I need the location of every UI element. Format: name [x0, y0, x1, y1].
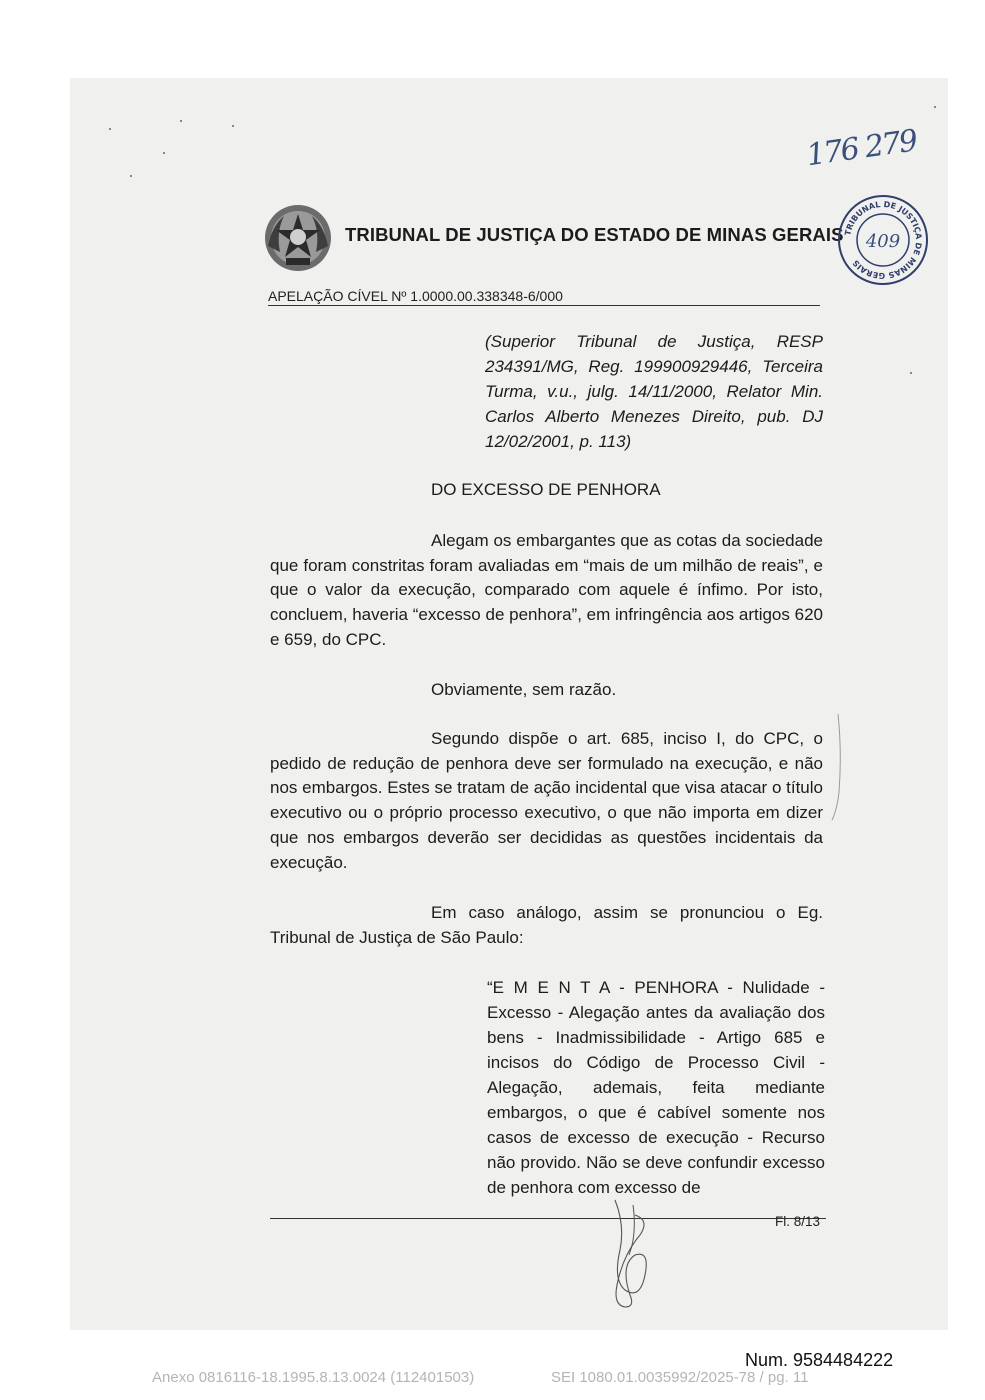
paragraph-conclusion: Obviamente, sem razão. — [431, 680, 617, 699]
footer-annex-reference: Anexo 0816116-18.1995.8.13.0024 (112401503) — [152, 1369, 475, 1386]
handwritten-signature — [595, 1195, 675, 1310]
paragraph-legal-basis: Segundo dispõe o art. 685, inciso I, do CPC, o pedido de redução de penhora deve ser formulado na execução, e não nos embargos. Estes se tratam de ação incidental que visa atacar o título executivo ou o próprio processo executivo, o que não importa em dizer que nos embargos deverão ser decididas as questões incidentais da execução. — [270, 729, 823, 872]
case-number: APELAÇÃO CÍVEL Nº 1.0000.00.338348-6/000 — [268, 288, 563, 304]
footer-sei-reference: SEI 1080.01.0035992/2025-78 / pg. 11 — [551, 1369, 809, 1386]
paragraph-analogous-case: Em caso análogo, assim se pronunciou o Eg. Tribunal de Justiça de São Paulo: — [270, 903, 823, 947]
court-name-heading: TRIBUNAL DE JUSTIÇA DO ESTADO DE MINAS GERAIS — [345, 224, 844, 245]
paragraph-allegation: Alegam os embargantes que as cotas da sociedade que foram constritas foram avaliadas em “mais de um milhão de reais”, e que o valor da execução, comparado com aquele é ínfimo. Por isto, concluem, haveria “excesso de penhora”, em infringência aos artigos 620 e 659, do CPC. — [270, 531, 823, 649]
scan-speck — [232, 125, 234, 127]
scan-speck — [910, 372, 912, 374]
coat-of-arms-icon — [262, 202, 334, 274]
scan-speck — [109, 128, 111, 130]
seal-handwritten-number: 409 — [865, 231, 901, 252]
section-heading: DO EXCESSO DE PENHORA — [431, 480, 661, 499]
scan-speck — [934, 106, 936, 108]
footer-rule — [270, 1218, 826, 1219]
citation-block: (Superior Tribunal de Justiça, RESP 234391/MG, Reg. 199900929446, Terceira Turma, v.u., julg. 14/11/2000, Relator Min. Carlos Alberto Menezes Direito, pub. DJ 12/02/2001, p. 113) — [485, 332, 823, 451]
margin-pencil-mark — [828, 712, 844, 822]
page-number: Fl. 8/13 — [775, 1214, 821, 1229]
ementa-quote: “E M E N T A - PENHORA - Nulidade - Excesso - Alegação antes da avaliação dos bens - Inadmissibilidade - Artigo 685 e incisos do Código de Processo Civil - Alegação, ademais, feita mediante embargos, o que é cabível somente nos casos de excesso de execução - Recurso não provido. Não se deve confundir excesso de penhora com excesso de — [487, 978, 825, 1197]
header-rule — [268, 305, 820, 306]
document-stamp-number: Num. 9584484222 — [745, 1350, 894, 1370]
scan-speck — [163, 152, 165, 154]
scan-speck — [180, 120, 182, 122]
seal-ring-text: TRIBUNAL DE JUSTIÇA DE MINAS GERAIS — [843, 199, 924, 281]
scan-speck — [130, 175, 132, 177]
handwritten-folio-note: 176 279 — [804, 123, 919, 174]
court-seal-stamp — [836, 193, 930, 287]
